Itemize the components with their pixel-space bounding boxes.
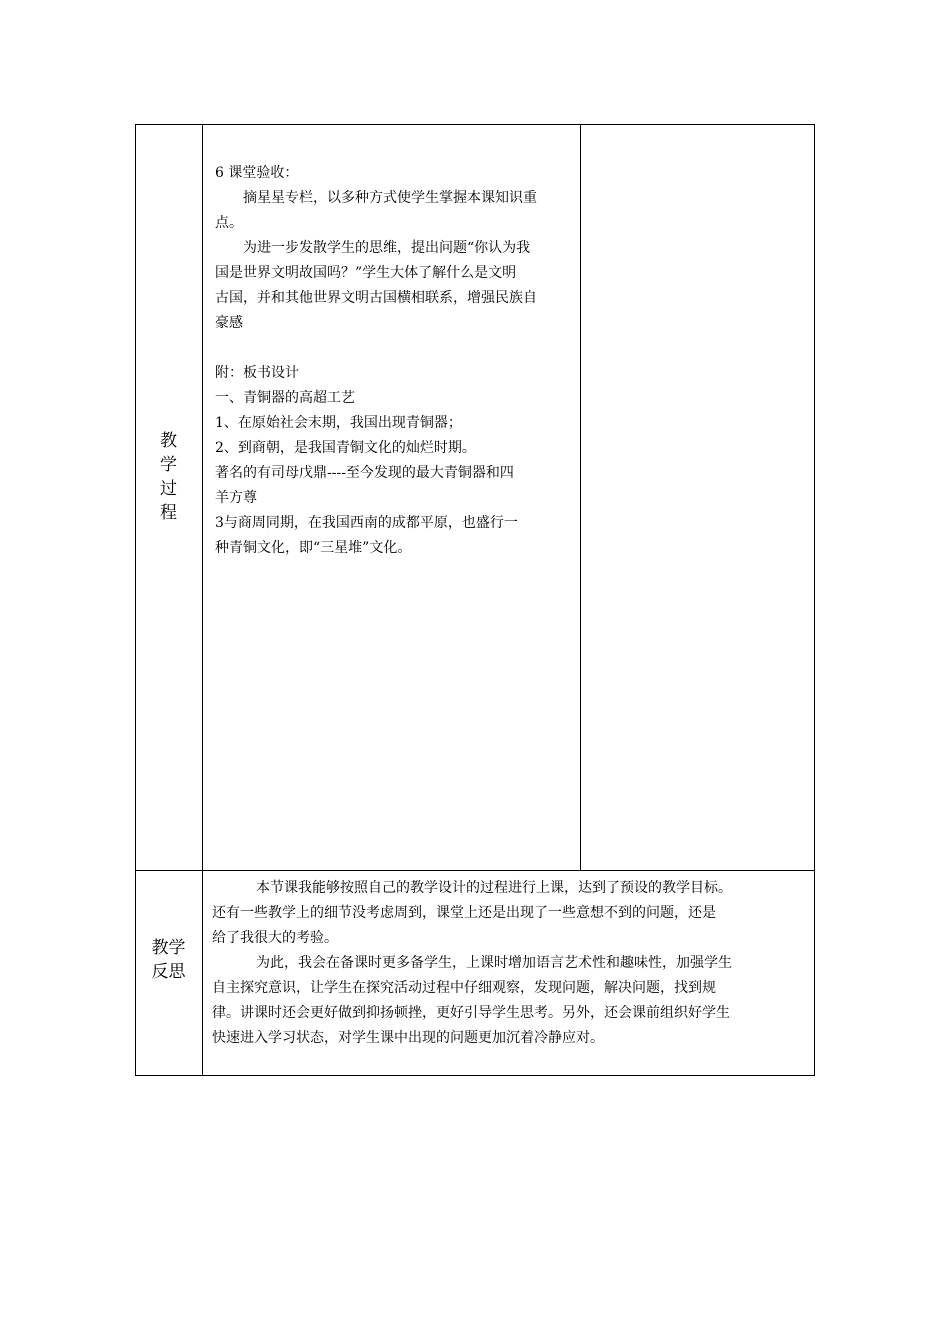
text-line: 著名的有司母戊鼎----至今发现的最大青铜器和四 (215, 465, 514, 481)
reflection-section-content (212, 876, 732, 1051)
text-line: 摘星星专栏，以多种方式使学生掌握本课知识重 (243, 190, 537, 206)
text-line: 1、在原始社会末期，我国出现青铜器； (215, 415, 462, 431)
lesson-table (135, 124, 815, 1076)
text-line: 羊方尊 (215, 490, 257, 506)
text-line: 国是世界文明故国吗？”学生大体了解什么是文明 (215, 265, 517, 281)
text-line: 为进一步发散学生的思维，提出问题“你认为我 (243, 240, 531, 256)
text-line: 2、到商朝，是我国青铜文化的灿烂时期。 (215, 440, 476, 456)
reflection-section-label: 教学 反思 (151, 938, 186, 982)
text-line: 为此，我会在备课时更多备学生，上课时增加语言艺术性和趣味性，加强学生 (256, 955, 732, 971)
table-border-bottom (135, 1075, 815, 1076)
text-line: 附：板书设计 (215, 365, 299, 381)
notes-column-divider (580, 124, 581, 871)
text-line: 自主探究意识，让学生在探究活动过程中仔细观察，发现问题，解决问题，找到规 (212, 980, 716, 996)
process-section-label: 教 学 过 程 (160, 431, 177, 523)
text-line: 3与商周同期，在我国西南的成都平原，也盛行一 (215, 515, 518, 531)
process-section-content (215, 161, 537, 561)
text-line: 豪感 (215, 315, 243, 331)
text-line: 律。讲课时还会更好做到抑扬顿挫，更好引导学生思考。另外，还会课前组织好学生 (212, 1005, 730, 1021)
label-column-divider (202, 124, 203, 1076)
text-line: 快速进入学习状态，对学生课中出现的问题更加沉着冷静应对。 (212, 1030, 604, 1046)
section-divider (135, 870, 815, 871)
text-line: 本节课我能够按照自己的教学设计的过程进行上课，达到了预设的教学目标。 (256, 880, 732, 896)
text-line: 还有一些教学上的细节没考虑周到，课堂上还是出现了一些意想不到的问题，还是 (212, 905, 716, 921)
text-line: 点。 (215, 215, 243, 231)
text-line: 古国，并和其他世界文明古国横相联系，增强民族自 (215, 290, 537, 306)
table-border-left (135, 124, 136, 1076)
text-line: 给了我很大的考验。 (212, 930, 338, 946)
blank-line (215, 336, 537, 361)
table-border-top (135, 124, 815, 125)
text-line: 一、青铜器的高超工艺 (215, 390, 355, 406)
table-border-right (814, 124, 815, 1076)
text-line: 6 课堂验收： (215, 165, 299, 181)
text-line: 种青铜文化，即“三星堆”文化。 (215, 540, 412, 556)
